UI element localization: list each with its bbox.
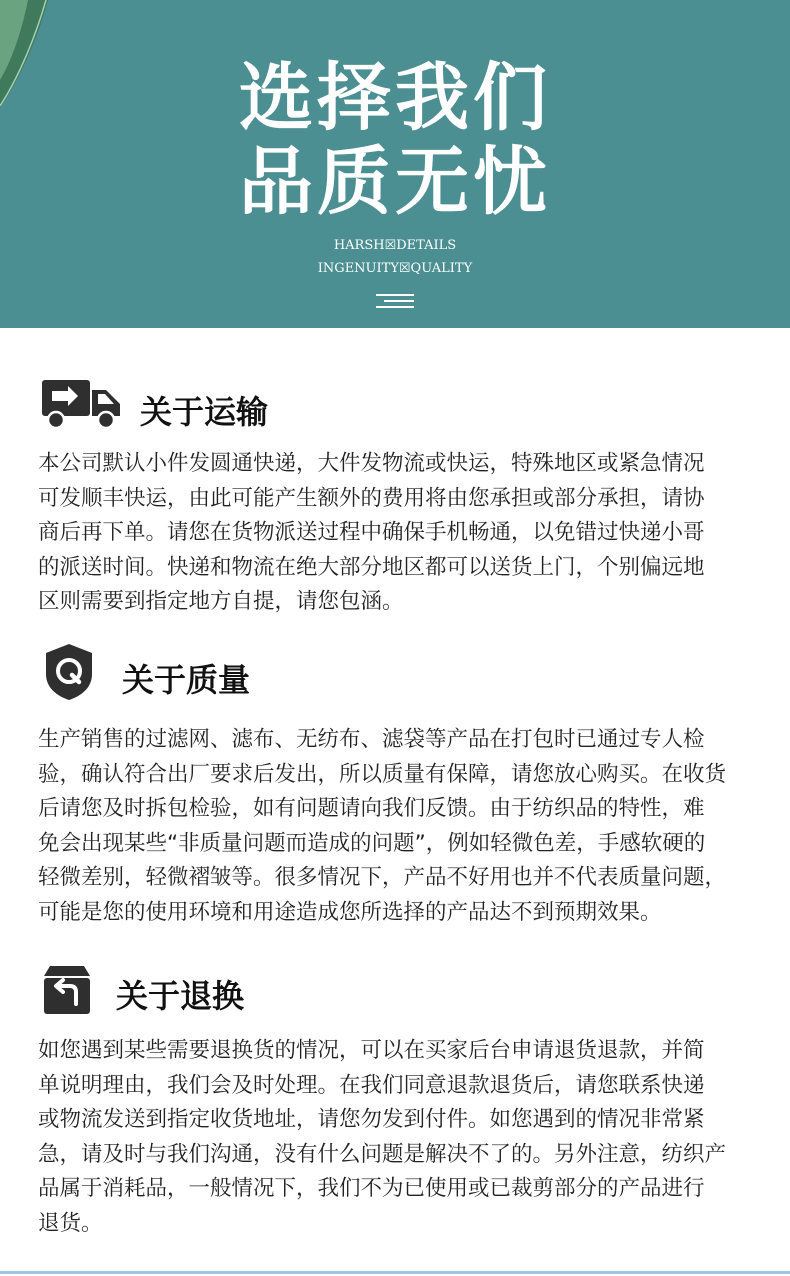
banner-divider-icon: [376, 294, 414, 308]
section-returns-header: [40, 964, 340, 1028]
section-quality-title: 关于质量: [122, 661, 251, 699]
section-returns-title: 关于退换: [116, 977, 245, 1015]
section-shipping-text: 本公司默认小件发圆通快递，大件发物流或快运，特殊地区或紧急情况 可发顺丰快运，由此可能产生额外的费用将由您承担或部分承担，请协 商后再下单。请您在货物派送过程中确保手机畅通，以免错过快递小哥 的派送时间。快递和物流在绝大部分地区都可以送货上门，个别偏远地 区则需要到指定地方自提，请您包涵。: [38, 451, 705, 615]
section-quality-text: 生产销售的过滤网、滤布、无纺布、滤袋等产品在打包时已通过专人检 验，确认符合出厂要求后发出，所以质量有保障，请您放心购买。在收货 后请您及时拆包检验，如有问题请向我们反馈。由于纺织品的特性，难 免会出现某些“非质量问题而造成的问题”，例如轻微色差，手感软硬的 轻微差别，轻微褶皱等。很多情况下，产品不好用也并不代表质量问题， 可能是您的使用环境和用途造成您所选择的产品达不到预期效果。: [38, 727, 727, 925]
hero-banner: [0, 0, 790, 328]
delivery-truck-icon: [40, 378, 122, 430]
bottom-divider: [0, 1271, 790, 1274]
section-shipping-header: [40, 376, 340, 440]
return-box-icon: [42, 964, 92, 1016]
section-quality-header: [40, 642, 340, 706]
banner-title-line2: 品质无忧: [239, 139, 551, 225]
quality-shield-icon: [44, 642, 94, 702]
section-returns-text: 如您遇到某些需要退换货的情况，可以在买家后台申请退货退款，并简 单说明理由，我们会及时处理。在我们同意退款退货后，请您联系快递 或物流发送到指定收货地址，请您勿发到付件。如您遇到的情况非常紧 急，请及时与我们沟通，没有什么问题是解决不了的。另外注意，纺织产 品属于消耗品，一般情况下，我们不为已使用或已裁剪部分的产品进行 退货。: [38, 1038, 727, 1236]
banner-title-line1: 选择我们: [239, 55, 551, 141]
section-shipping-title: 关于运输: [140, 393, 269, 431]
banner-subtitle-line2: INGENUITY☒QUALITY: [317, 261, 473, 276]
banner-subtitle-line1: HARSH☒DETAILS: [333, 238, 457, 253]
